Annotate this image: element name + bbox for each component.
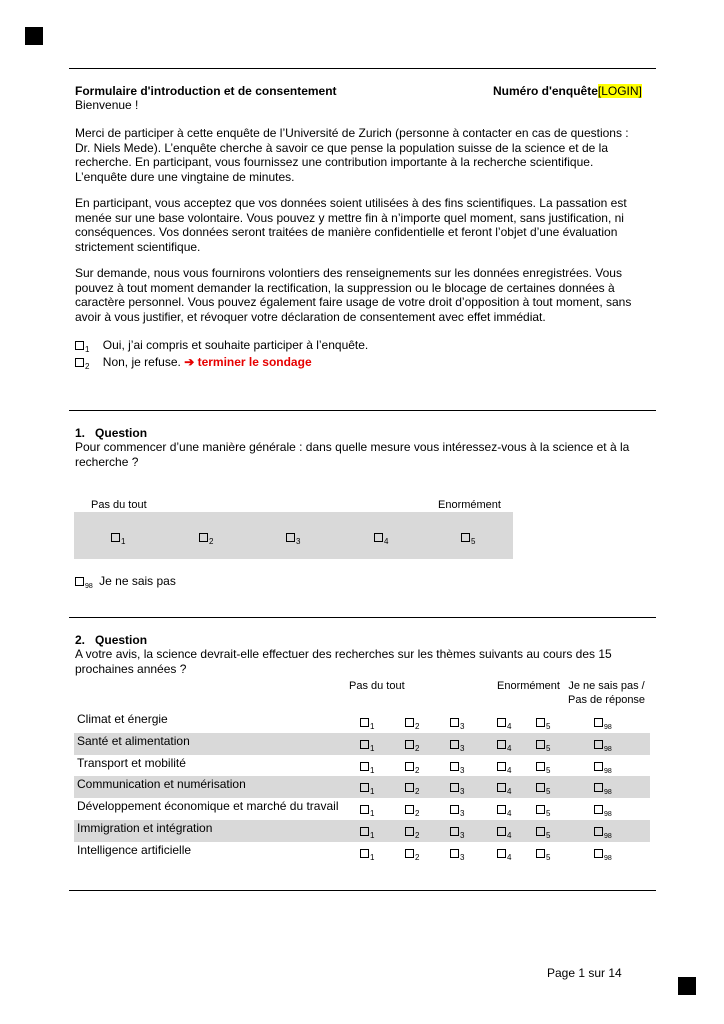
q2-option-2[interactable]: 2 [405,759,419,779]
checkbox[interactable] [536,718,545,727]
q2-option-4[interactable]: 4 [497,824,511,844]
end-survey-link[interactable]: ➔ terminer le sondage [184,355,312,369]
section-rule [69,617,656,618]
q1-option-2[interactable]: 2 [199,530,213,550]
q2-option-2[interactable]: 2 [405,737,419,757]
q2-option-1[interactable]: 1 [360,846,374,866]
checkbox[interactable] [536,805,545,814]
checkbox[interactable] [405,849,414,858]
checkbox[interactable] [405,718,414,727]
checkbox[interactable] [536,740,545,749]
q2-item-row [74,798,650,820]
q2-option-1[interactable]: 1 [360,715,374,735]
q1-option-3[interactable]: 3 [286,530,300,550]
q2-option-5[interactable]: 5 [536,802,550,822]
q1-scale-low-label: Pas du tout [91,499,147,511]
bottom-rule [69,890,656,891]
q2-option-5[interactable]: 5 [536,846,550,866]
checkbox[interactable] [536,783,545,792]
checkbox[interactable] [536,849,545,858]
q2-item-row [74,733,650,755]
q1-text: Pour commencer d’une manière générale : dans quelle mesure vous intéressez-vous à la science et à la recherche ? [75,440,630,469]
checkbox[interactable] [360,762,369,771]
q2-option-5[interactable]: 5 [536,780,550,800]
q2-option-1[interactable]: 1 [360,824,374,844]
q1-scale-high-label: Enormément [438,499,501,511]
q2-option-3[interactable]: 3 [450,780,464,800]
q2-option-5[interactable]: 5 [536,824,550,844]
corner-marker-top-left [25,27,43,45]
checkbox[interactable] [594,805,603,814]
intro-paragraph-1: Merci de participer à cette enquête de l’Université de Zurich (personne à contacter en cas de questions : Dr. Niels Mede). L’enquête cherche à savoir ce que pense la population suisse de la science et de la recherche. En participant, vous fournissez une contribution importante à la recherche scientifique. L’enquête dure une vingtaine de minutes. [75,126,629,184]
login-placeholder: [LOGIN] [597,84,642,98]
checkbox[interactable] [497,805,506,814]
intro-paragraph-2: En participant, vous acceptez que vos données soient utilisées à des fins scientifiques. La passation est menée sur une base volontaire. Vous pouvez y mettre fin à n’importe quel moment, sans justification, ni conséquences. Vos données seront traitées de manière confidentielle et feront l’objet d’une évaluation strictement scientifique. [75,196,627,254]
checkbox[interactable] [450,849,459,858]
q1-scale [74,512,513,559]
q1-heading: 1. Question [75,426,148,440]
q2-option-4[interactable]: 4 [497,715,511,735]
q1-option-5[interactable]: 5 [461,530,475,550]
checkbox[interactable] [594,827,603,836]
checkbox[interactable] [497,783,506,792]
q2-item-label: Communication et numérisation [77,777,246,791]
checkbox[interactable] [360,827,369,836]
q1-dont-know[interactable]: $_{98}$ Je ne sais pas [75,574,176,595]
q2-col-dk-label: Je ne sais pas / Pas de réponse [568,680,646,706]
checkbox[interactable] [75,577,84,586]
checkbox[interactable] [497,740,506,749]
checkbox[interactable] [594,849,603,858]
q2-option-3[interactable]: 3 [450,715,464,735]
q2-option-3[interactable]: 3 [450,802,464,822]
q2-option-98[interactable]: 98 [594,824,612,845]
top-rule [69,68,656,69]
q2-item-row [74,776,650,798]
checkbox[interactable] [75,358,84,367]
q2-option-98[interactable]: 98 [594,759,612,780]
checkbox[interactable] [450,718,459,727]
q2-option-4[interactable]: 4 [497,846,511,866]
q2-option-1[interactable]: 1 [360,802,374,822]
checkbox[interactable] [405,805,414,814]
q2-option-3[interactable]: 3 [450,824,464,844]
checkbox[interactable] [75,341,84,350]
q2-option-3[interactable]: 3 [450,759,464,779]
q2-option-2[interactable]: 2 [405,780,419,800]
q2-item-row [74,711,650,733]
intro-paragraph-3: Sur demande, nous vous fournirons volontiers des renseignements sur les données enregistrées. Vous pouvez à tout moment demander la rectification, la suppression ou le blocage de certaines données à caractère personnel. Vous pouvez également faire usage de votre droit d’opposition à tout moment, sans avoir à vous justifier, et révoquer votre déclaration de consentement avec effet immédiat. [75,266,632,324]
q2-item-row [74,820,650,842]
q1-option-4[interactable]: 4 [374,530,388,550]
page-number: Page 1 sur 14 [547,966,622,980]
checkbox[interactable] [497,718,506,727]
q2-item-label: Climat et énergie [77,712,168,726]
q2-option-5[interactable]: 5 [536,715,550,735]
checkbox[interactable] [594,740,603,749]
q2-option-98[interactable]: 98 [594,780,612,801]
checkbox[interactable] [405,783,414,792]
q2-item-label: Santé et alimentation [77,734,190,748]
checkbox[interactable] [360,783,369,792]
welcome-text: Bienvenue ! [75,98,139,112]
q2-text: A votre avis, la science devrait-elle effectuer des recherches sur les thèmes suivants au cours des 15 prochaines années ? [75,647,612,676]
q2-option-1[interactable]: 1 [360,780,374,800]
checkbox[interactable] [450,762,459,771]
q2-col-low-label: Pas du tout [349,680,405,692]
q2-option-2[interactable]: 2 [405,715,419,735]
q2-item-label: Intelligence artificielle [77,843,192,857]
q2-option-98[interactable]: 98 [594,715,612,736]
checkbox[interactable] [497,827,506,836]
section-rule [69,410,656,411]
checkbox[interactable] [360,849,369,858]
checkbox[interactable] [497,762,506,771]
q1-option-1[interactable]: 1 [111,530,125,550]
q2-item-label: Immigration et intégration [77,821,213,835]
q2-option-98[interactable]: 98 [594,846,612,867]
checkbox[interactable] [360,805,369,814]
q2-item-label: Développement économique et marché du travail [77,799,339,813]
checkbox[interactable] [594,718,603,727]
corner-marker-bottom-right [678,977,696,995]
q2-heading: 2. Question [75,633,148,647]
q2-option-2[interactable]: 2 [405,846,419,866]
q2-option-4[interactable]: 4 [497,780,511,800]
q2-item-row [74,755,650,777]
q2-option-4[interactable]: 4 [497,802,511,822]
checkbox[interactable] [405,740,414,749]
q2-option-3[interactable]: 3 [450,846,464,866]
q2-option-98[interactable]: 98 [594,802,612,823]
consent-option-yes[interactable]: $_1$ Oui, j’ai compris et souhaite participer à l’enquête. [75,338,368,358]
q2-col-high-label: Enormément [497,680,560,692]
q2-option-2[interactable]: 2 [405,802,419,822]
checkbox[interactable] [536,827,545,836]
checkbox[interactable] [360,718,369,727]
q2-option-1[interactable]: 1 [360,759,374,779]
checkbox[interactable] [594,783,603,792]
checkbox[interactable] [405,762,414,771]
q2-option-2[interactable]: 2 [405,824,419,844]
consent-option-no[interactable]: $_2$ Non, je refuse. ➔ terminer le sondage [75,355,312,375]
q2-option-98[interactable]: 98 [594,737,612,758]
q2-option-5[interactable]: 5 [536,737,550,757]
checkbox[interactable] [450,827,459,836]
q2-option-4[interactable]: 4 [497,737,511,757]
q2-item-label: Transport et mobilité [77,756,186,770]
survey-number-label: Numéro d'enquête [493,84,598,98]
q2-option-4[interactable]: 4 [497,759,511,779]
checkbox[interactable] [450,740,459,749]
survey-number [493,84,642,99]
checkbox[interactable] [594,762,603,771]
checkbox[interactable] [536,762,545,771]
checkbox[interactable] [450,783,459,792]
checkbox[interactable] [405,827,414,836]
q2-item-row [74,842,650,864]
form-title: Formulaire d'introduction et de consentement [75,84,337,98]
checkbox[interactable] [497,849,506,858]
checkbox[interactable] [450,805,459,814]
q2-option-3[interactable]: 3 [450,737,464,757]
q2-option-1[interactable]: 1 [360,737,374,757]
q2-option-5[interactable]: 5 [536,759,550,779]
checkbox[interactable] [360,740,369,749]
